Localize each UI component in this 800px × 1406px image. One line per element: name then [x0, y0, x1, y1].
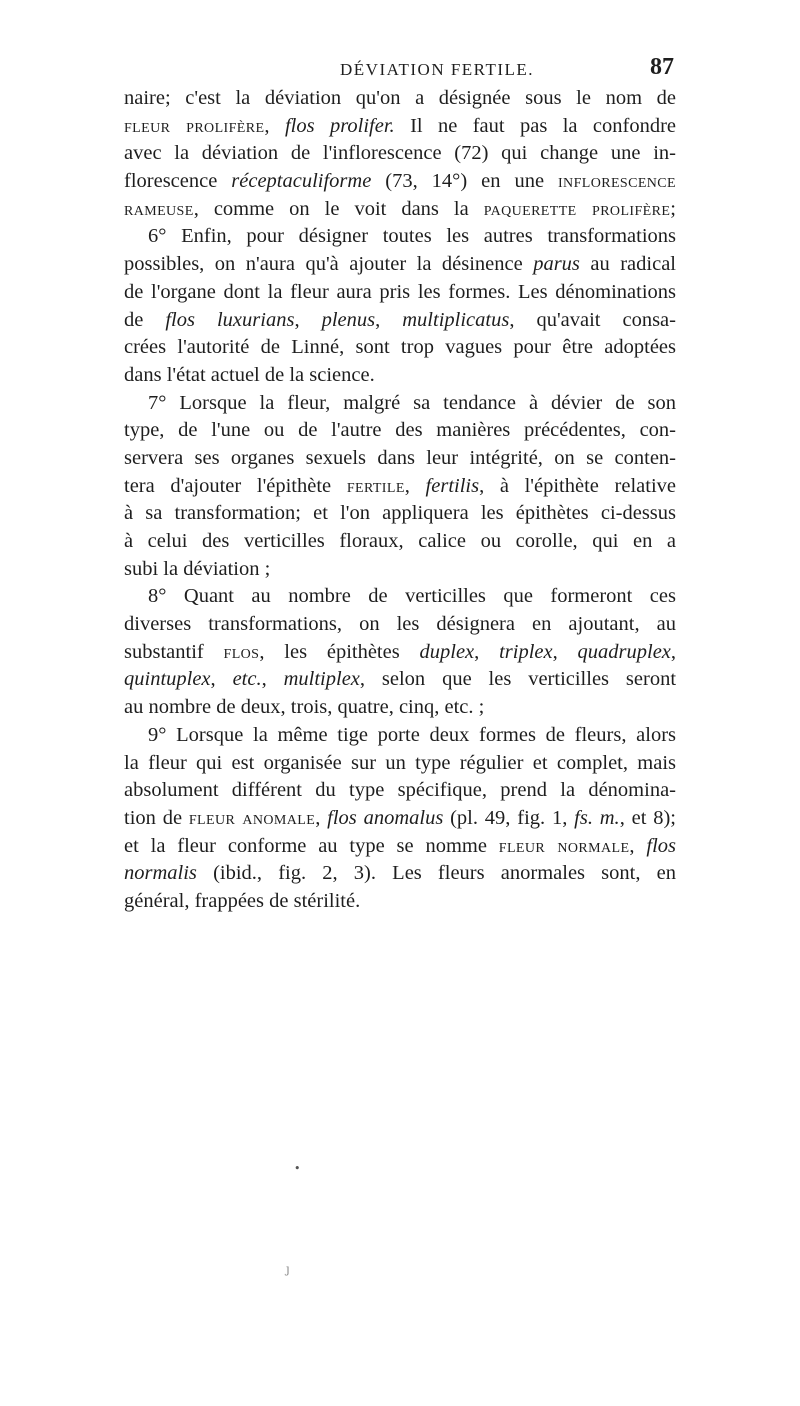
- italic-term: plenus: [321, 308, 376, 331]
- text-run: à celui des verticilles floraux, calice ou corolle, qui en a: [124, 530, 676, 552]
- small-caps-term: fertile: [346, 474, 405, 497]
- text-line: [124, 777, 676, 805]
- text-run: possibles, on n'aura qu'à ajouter la désinence: [124, 253, 534, 276]
- text-run: avec la déviation de l'inflorescence (72) qui change une in-: [124, 142, 676, 165]
- italic-term: flos: [646, 834, 676, 857]
- italic-term: quintuplex: [124, 668, 211, 691]
- text-line: [124, 666, 676, 694]
- text-line: [124, 390, 676, 418]
- italic-term: parus: [533, 253, 580, 276]
- text-line: [124, 556, 676, 584]
- text-run: 8° Quant au nombre de verticilles que formeront ces: [148, 585, 676, 608]
- text-line: [124, 583, 676, 611]
- text-run: (pl. 49, fig. 1,: [443, 806, 575, 829]
- text-run: à sa transformation; et l'on appliquera les épithètes ci-dessus: [124, 502, 676, 525]
- text-run: type, de l'une ou de l'autre des manières précédentes, con-: [124, 419, 676, 442]
- italic-term: fertilis: [425, 474, 480, 497]
- text-run: 9° Lorsque la même tige porte deux formes de fleurs, alors: [148, 723, 676, 746]
- text-run: au nombre de deux, trois, quatre, cinq, etc. ;: [124, 696, 485, 719]
- text-line: [124, 113, 676, 141]
- text-run: et la fleur conforme au type se nomme: [124, 834, 499, 857]
- text-run: ,: [315, 806, 328, 829]
- text-line: [124, 168, 676, 196]
- text-run: ,: [210, 668, 233, 691]
- text-line: [124, 307, 676, 335]
- text-run: , comme on le voit dans la: [193, 197, 484, 220]
- italic-term: flos luxurians: [165, 308, 295, 331]
- text-line: [124, 417, 676, 445]
- text-run: ,: [404, 474, 426, 497]
- italic-term: etc.: [232, 668, 262, 691]
- text-run: florescence: [124, 170, 232, 193]
- text-run: 6° Enfin, pour désigner toutes les autres transformations: [148, 225, 676, 248]
- text-run: ,: [474, 640, 500, 663]
- text-line: [124, 639, 676, 667]
- ink-speck: ȷ: [286, 1262, 290, 1276]
- text-run: Il ne faut pas la confondre: [394, 114, 677, 137]
- text-run: , qu'avait consa-: [509, 308, 676, 331]
- text-run: général, frappées de stérilité.: [124, 889, 361, 912]
- text-run: de l'organe dont la fleur aura pris les formes. Les dénominations: [124, 280, 676, 303]
- text-run: tera d'ajouter l'épithète: [124, 474, 347, 497]
- italic-term: triplex: [499, 640, 553, 663]
- small-caps-term: flos: [223, 640, 260, 663]
- small-caps-term: paquerette prolifère: [483, 197, 671, 220]
- running-title: DÉVIATION FERTILE.: [340, 60, 535, 79]
- page-number: 87: [650, 54, 674, 80]
- text-run: ,: [261, 668, 284, 691]
- text-line: [124, 196, 676, 224]
- text-run: substantif: [124, 640, 224, 663]
- text-line: [124, 251, 676, 279]
- text-run: , à l'épithète relative: [479, 474, 676, 497]
- text-line: [124, 279, 676, 307]
- italic-term: quadruplex: [577, 640, 671, 663]
- ink-speck: •: [294, 1162, 301, 1175]
- italic-term: normalis: [124, 862, 197, 885]
- text-run: 7° Lorsque la fleur, malgré sa tendance à dévier de son: [148, 391, 676, 414]
- text-line: [124, 722, 676, 750]
- text-run: ,: [264, 114, 285, 137]
- text-line: [124, 223, 676, 251]
- italic-term: duplex: [419, 640, 475, 663]
- small-caps-term: inflorescence: [558, 170, 676, 193]
- text-run: ,: [670, 640, 677, 663]
- small-caps-term: fleur prolifère: [124, 114, 265, 137]
- text-line: [124, 750, 676, 778]
- text-line: [124, 445, 676, 473]
- text-line: [124, 473, 676, 501]
- text-run: absolument différent du type spécifique, prend la dénomina-: [124, 779, 676, 802]
- text-run: naire; c'est la déviation qu'on a désignée sous le nom de: [124, 87, 676, 109]
- text-run: diverses transformations, on les désignera en ajoutant, au: [124, 613, 676, 636]
- text-run: (ibid., fig. 2, 3). Les fleurs anormales sont, en: [196, 862, 676, 885]
- text-run: , selon que les verticilles seront: [359, 668, 677, 691]
- text-run: subi la déviation ;: [124, 557, 271, 580]
- italic-term: réceptaculiforme: [231, 170, 372, 193]
- text-run: tion de: [124, 806, 189, 829]
- text-run: ,: [375, 308, 403, 331]
- text-line: [124, 528, 676, 556]
- text-run: , les épithètes: [259, 640, 420, 663]
- text-run: dans l'état actuel de la science.: [124, 363, 375, 386]
- italic-term: multiplex: [283, 668, 360, 691]
- text-run: ,: [294, 308, 322, 331]
- text-line: [124, 833, 676, 861]
- text-line: [124, 860, 676, 888]
- text-run: crées l'autorité de Linné, sont trop vagues pour être adoptées: [124, 336, 676, 359]
- italic-term: fs. m.: [574, 806, 620, 829]
- text-run: la fleur qui est organisée sur un type régulier et complet, mais: [124, 751, 676, 774]
- text-run: ,: [629, 834, 647, 857]
- text-line: [124, 611, 676, 639]
- italic-term: flos prolifer.: [284, 114, 395, 137]
- text-run: de: [124, 308, 166, 331]
- text-line: [124, 362, 676, 390]
- text-run: ,: [552, 640, 578, 663]
- body-text: [124, 85, 676, 916]
- text-run: servera ses organes sexuels dans leur intégrité, on se conten-: [124, 446, 676, 469]
- text-line: [124, 140, 676, 168]
- text-line: [124, 334, 676, 362]
- text-line: [124, 805, 676, 833]
- small-caps-term: rameuse: [124, 197, 194, 220]
- text-line: [124, 694, 676, 722]
- text-run: ;: [670, 197, 676, 220]
- text-line: [124, 888, 676, 916]
- text-line: [124, 85, 676, 113]
- text-run: , et 8);: [619, 806, 676, 829]
- small-caps-term: fleur normale: [498, 834, 630, 857]
- italic-term: multiplicatus: [402, 308, 510, 331]
- text-run: au radical: [579, 253, 676, 276]
- text-line: [124, 500, 676, 528]
- small-caps-term: fleur anomale: [188, 806, 316, 829]
- text-run: (73, 14°) en une: [371, 170, 558, 193]
- italic-term: flos anomalus: [327, 806, 444, 829]
